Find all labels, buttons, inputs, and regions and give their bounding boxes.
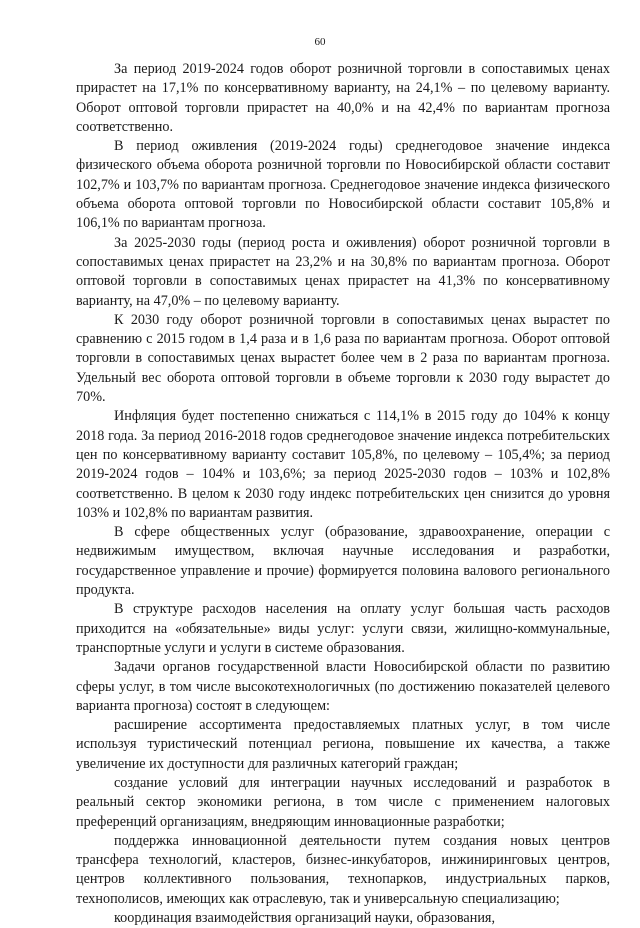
list-item: создание условий для интеграции научных исследований и разработок в реальный сектор экономики региона, в том числе с применением налоговых преференций организациям, внедряющим инновационные разработки; (76, 774, 610, 830)
paragraph: Инфляция будет постепенно снижаться с 114,1% в 2015 году до 104% к концу 2018 года. За период 2016-2018 годов среднегодовое значение индекса потребительских цен по консервативному варианту составит 105,8%, по целевому – 105,4%; за период 2019-2024 годов – 104% и 103,6%; за период 2025-2030 годов – 103% и 102,8% соответственно. В целом к 2030 году индекс потребительских цен снизится до уровня 103% и 102,8% по вариантам развития. (76, 408, 610, 521)
paragraph: К 2030 году оборот розничной торговли в сопоставимых ценах вырастет по сравнению с 2015 годом в 1,4 раза и в 1,6 раза по вариантам прогноза. Оборот оптовой торговли в сопоставимых ценах вырастет более чем в 2 раза по вариантам прогноза. Удельный вес оборота оптовой торговли в объеме торговли к 2030 году вырастет до 70%. (76, 311, 610, 406)
list-item: координация взаимодействия организаций науки, образования, (114, 910, 495, 927)
document-body (76, 60, 610, 928)
paragraph: Задачи органов государственной власти Новосибирской области по развитию сферы услуг, в том числе высокотехнологичных (по достижению показателей целевого варианта прогноза) состоят в следующем: (76, 659, 610, 714)
paragraph: В структуре расходов населения на оплату услуг большая часть расходов приходится на «обязательные» виды услуг: услуги связи, жилищно-коммунальные, транспортные услуги и услуги в системе образования. (76, 601, 610, 656)
page-number: 60 (314, 36, 326, 48)
paragraph: В сфере общественных услуг (образование, здравоохранение, операции с недвижимым имуществом, включая научные исследования и разработки, государственное управление и прочие) формируется половина валового регионального продукта. (76, 524, 610, 599)
paragraph: За период 2019-2024 годов оборот розничной торговли в сопоставимых ценах прирастет на 17,1% по консервативному варианту, на 24,1% – по целевому варианту. Оборот оптовой торговли прирастет на 40,0% и на 42,4% по вариантам прогноза соответственно. (76, 61, 610, 135)
list-item: расширение ассортимента предоставляемых платных услуг, в том числе используя туристический потенциал региона, повышение их качества, а также увеличение их доступности для различных категорий граждан; (76, 717, 610, 772)
paragraph: В период оживления (2019-2024 годы) среднегодовое значение индекса физического объема оборота розничной торговли по Новосибирской области составит 102,7% и 103,7% по вариантам прогноза. Среднегодовое значение индекса физического объема оборота оптовой торговли по Новосибирской области составит 105,8% и 106,1% по вариантам прогноза. (76, 138, 610, 232)
list-item: поддержка инновационной деятельности путем создания новых центров трансфера технологий, кластеров, бизнес-инкубаторов, инжиниринговых центров, центров коллективного пользования, технопарков, индустриальных парков, технополисов, имеющих как отраслевую, так и универсальную специализацию; (76, 832, 610, 907)
paragraph: За 2025-2030 годы (период роста и оживления) оборот розничной торговли в сопоставимых ценах прирастет на 23,2% и на 30,8% по вариантам прогноза. Оборот оптовой торговли в сопоставимых ценах прирастет на 41,3% по консервативному варианту, на 47,0% – по целевому варианту. (76, 234, 610, 309)
